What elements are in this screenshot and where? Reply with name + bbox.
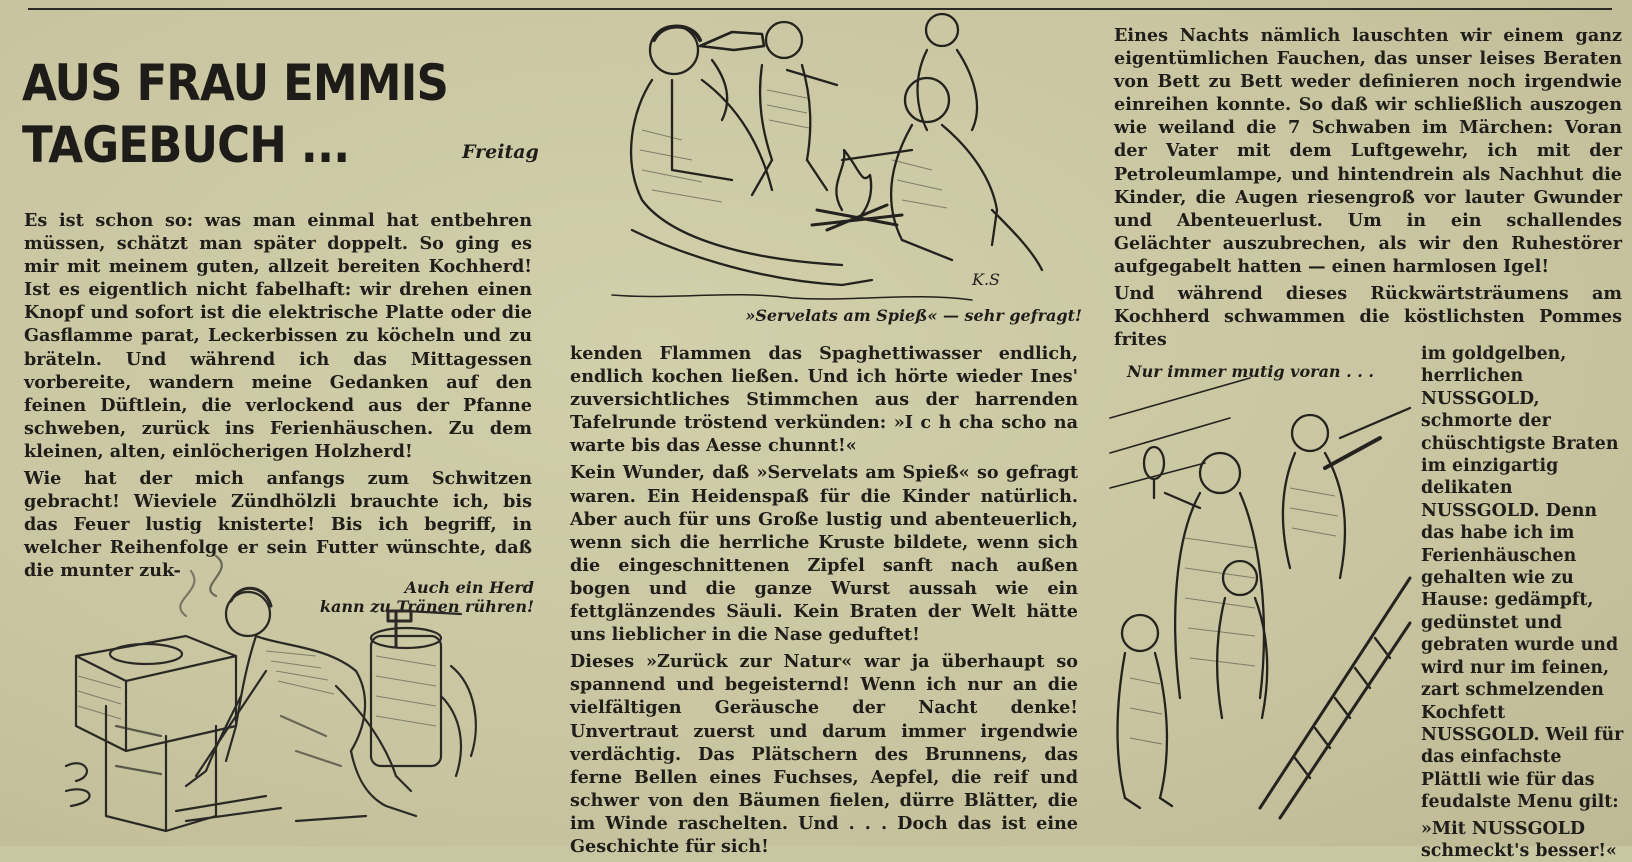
caption-line: kann zu Tränen rühren! xyxy=(319,597,534,616)
woman-at-stove-drawing xyxy=(66,576,496,838)
slogan: »Mit NUSSGOLD schmeckt's besser!« xyxy=(1421,818,1617,861)
campfire-caption: »Servelats am Spieß« — sehr gefragt! xyxy=(745,306,1082,325)
paragraph: Wie hat der mich anfangs zum Schwitzen gebracht! Wieviele Zündhölzli brauchte ich, bis das Feuer lustig knisterte! Bis ich begriff, in welcher Reihenfolge er sein Futter wünschte, daß die munter zuk- xyxy=(24,468,532,582)
headline xyxy=(22,52,448,176)
paragraph: kenden Flammen das Spaghettiwasser endlich, endlich kochen ließen. Und ich hörte wieder Ines' zuversichtliches Stimmchen aus der harrenden Tafelrunde tröstend verkünden: »I c h cha scho na warte bis das Aesse chunnt!« xyxy=(570,343,1078,457)
campfire-illustration xyxy=(612,10,1050,306)
paragraph: Dieses »Zurück zur Natur« war ja überhaupt so spannend und begeisternd! Wenn ich nur an die vielfältigen Geräusche der Nacht denke! Unvertraut zuerst und darum immer irgendwie verdächtig. Das Plätschern des Brunnens, das ferne Bellen eines Fuchses, Aepfel, die reif und schwer von den Bäumen fielen, dürre Blätter, die im Winde raschelten. Und . . . Doch das ist eine Geschichte für sich! xyxy=(570,651,1078,857)
family-on-stairs-drawing xyxy=(1110,378,1410,833)
paragraph: Es ist schon so: was man einmal hat entbehren müssen, schätzt man später doppelt. So ging es mir mit meinem guten, allzeit bereiten Kochherd! Ist es eigentlich nicht fabelhaft: wir drehen einen Knopf und sofort ist die elektrische Platte oder die Gasflamme parat, Leckerbissen zu köcheln und zu bräteln. Und während ich das Mittagessen vorbereite, wandern meine Gedanken auf den feinen Düftlein, die verlockend aus der Pfanne schweben, zurück ins Ferienhäuschen. Zu dem kleinen, alten, einlöcherigen Holzherd! xyxy=(24,210,532,462)
stairs-caption: Nur immer mutig voran . . . xyxy=(1127,362,1374,381)
article-column-3 xyxy=(1114,24,1622,351)
article-column-1 xyxy=(24,209,532,583)
family-campfire-drawing xyxy=(612,10,1050,306)
paragraph: Kein Wunder, daß »Servelats am Spieß« so gefragt waren. Ein Heidenspaß für die Kinder natürlich. Aber auch für uns Große lustig und abenteuerlich, wenn sich die herrliche Kruste bildete, wenn sich die eingeschnittenen Zipfel sanft nach außen bogen und die ganze Wurst aussah wie ein fettglänzendes Säuli. Kein Braten der Welt hätte uns lieblicher in die Nase geduftet! xyxy=(570,462,1078,646)
stove-illustration xyxy=(66,576,496,838)
article-column-3-continued xyxy=(1421,343,1627,862)
paragraph: Eines Nachts nämlich lauschten wir einem ganz eigentümlichen Fauchen, das unser leises Beraten von Bett zu Bett weder definieren noch irgendwie einreihen konnte. So daß wir schließlich auszogen wie weiland die 7 Schwaben im Märchen: Voran der Vater mit dem Luftgewehr, ich mit der Petroleumlampe, und hintendrein als Nachhut die Kinder, die Augen riesengroß vor lauter Gwunder und Abenteuerlust. Um in ein schallendes Gelächter auszubrechen, als wir den Ruhestörer aufgegabelt hatten — einen harmlosen Igel! xyxy=(1114,25,1622,277)
paragraph: im goldgelben, herrlichen NUSSGOLD, schmorte der chüschtigste Braten im einzigartig delikaten NUSSGOLD. Denn das habe ich im Ferienhäuschen gehalten wie zu Hause: gedämpft, gedünstet und gebraten wurde und wird nur im feinen, zart schmelzenden Kochfett NUSSGOLD. Weil für das einfachste Plättli wie für das feudalste Menu gilt: xyxy=(1421,344,1624,813)
artist-signature: K.S xyxy=(972,270,1000,289)
article-column-2 xyxy=(570,342,1078,858)
paragraph: Und während dieses Rückwärtsträumens am Kochherd schwammen die köstlichsten Pommes frites xyxy=(1114,283,1622,351)
stairs-illustration xyxy=(1110,378,1410,833)
headline-line-1: AUS FRAU EMMIS xyxy=(22,54,448,112)
headline-line-2: TAGEBUCH ... xyxy=(22,116,350,174)
dateline: Freitag xyxy=(462,141,539,163)
caption-line: Auch ein Herd xyxy=(404,578,534,597)
